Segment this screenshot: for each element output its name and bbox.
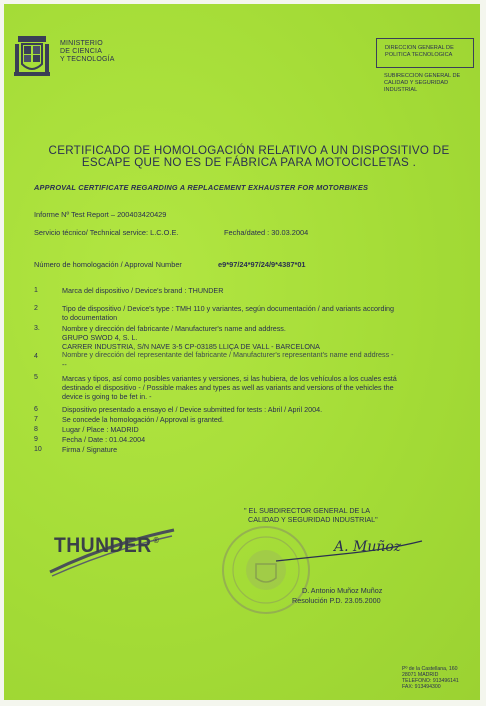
- brand-logo-text: THUNDER: [54, 534, 152, 557]
- item-number: 3.: [34, 325, 40, 332]
- ministry-address: [402, 666, 459, 690]
- item-number: 2: [34, 305, 38, 312]
- certificate-title-line-2: ESCAPE QUE NO ES DE FÁBRICA PARA MOTOCICLETAS .: [81, 156, 417, 169]
- coat-of-arms-icon: [12, 34, 52, 80]
- direction-line-2: POLITICA TECNOLOGICA: [385, 52, 453, 58]
- item-type-continued: to documentation: [62, 313, 118, 322]
- service-date: Fecha/dated : 30.03.2004: [224, 228, 309, 237]
- item-number: 6: [34, 406, 38, 413]
- signatory-title-line-2: CALIDAD Y SEGURIDAD INDUSTRIAL": [248, 515, 378, 524]
- item-vehicles-continued-1: destinado el dispositivo - / Possible makes and types as well as variants and versions of the vehicles the: [62, 383, 394, 392]
- subdirection-label: [384, 73, 460, 94]
- approval-number-label: Número de homologación / Approval Number: [34, 260, 182, 269]
- item-number: 5: [34, 374, 38, 381]
- item-date: Fecha / Date : 01.04.2004: [62, 435, 146, 444]
- item-number: 1: [34, 287, 38, 294]
- subdirection-line-2: CALIDAD Y SEGURIDAD: [384, 80, 449, 86]
- item-representative-value: --: [62, 360, 67, 369]
- address-line-2: 28071 MADRID: [402, 672, 439, 678]
- signatory-title-line-1: " EL SUBDIRECTOR GENERAL DE LA: [244, 506, 371, 515]
- signatory-name: D. Antonio Muñoz Muñoz: [302, 586, 383, 595]
- ministry-line-2: DE CIENCIA: [60, 48, 103, 55]
- item-place: Lugar / Place : MADRID: [62, 425, 139, 434]
- item-representative: Nombre y dirección del representante del fabricante / Manufacturer's representant's name end address -: [62, 350, 394, 359]
- item-manufacturer-name: GRUPO SWOD 4, S. L.: [62, 333, 138, 342]
- item-manufacturer-label: Nombre y dirección del fabricante / Manufacturer's name and address.: [62, 324, 286, 333]
- item-vehicles-continued-2: device is going to be fet in. -: [62, 392, 152, 401]
- address-line-1: Pº de la Castellana, 160: [402, 666, 458, 672]
- brand-logo: [54, 534, 159, 558]
- item-number: 4: [34, 353, 38, 360]
- handwritten-signature-text: A. Muñoz: [334, 539, 402, 555]
- item-number: 9: [34, 436, 38, 443]
- address-phone: TELEFONO: 913496141: [402, 678, 459, 684]
- item-manufacturer-address: CARRER INDUSTRIA, S/N NAVE 3-5 CP-03185 LLIÇA DE VALL - BARCELONA: [62, 342, 320, 351]
- technical-service: Servicio técnico/ Technical service: L.C.O.E.: [34, 228, 179, 237]
- report-number: Informe Nº Test Report – 200403420429: [34, 210, 167, 219]
- direction-line-1: DIRECCION GENERAL DE: [385, 45, 454, 51]
- item-type: Tipo de dispositivo / Device's type : TMH 110 y variantes, según documentación / and variants according: [62, 304, 395, 313]
- signatory-resolution: Resolución P.D. 23.05.2000: [292, 596, 381, 605]
- certificate-title-line-1: CERTIFICADO DE HOMOLOGACIÓN RELATIVO A UN DISPOSITIVO DE: [48, 144, 450, 157]
- item-number: 8: [34, 426, 38, 433]
- item-approval-granted: Se concede la homologación / Approval is granted.: [62, 415, 224, 424]
- subdirection-line-1: SUBIRECCION GENERAL DE: [384, 73, 461, 79]
- ministry-line-3: Y TECNOLOGÍA: [60, 56, 115, 63]
- item-brand: Marca del dispositivo / Device's brand : THUNDER: [62, 286, 224, 295]
- handwritten-signature: [274, 527, 424, 571]
- certificate-page: [4, 4, 480, 700]
- address-fax: FAX: 913494300: [402, 684, 441, 690]
- item-number: 7: [34, 416, 38, 423]
- registered-mark: ®: [153, 536, 160, 545]
- item-number: 10: [34, 446, 42, 453]
- approval-number: e9*97/24*97/24/9*4387*01: [218, 260, 306, 269]
- item-signature: Firma / Signature: [62, 445, 118, 454]
- item-vehicles: Marcas y tipos, así como posibles variantes y versiones, si las hubiera, de los vehículos a los cuales está: [62, 374, 397, 383]
- subdirection-line-3: INDUSTRIAL: [384, 87, 418, 93]
- ministry-name: [60, 40, 115, 64]
- ministry-line-1: MINISTERIO: [60, 40, 103, 47]
- item-test-date: Dispositivo presentado a ensayo el / Device submitted for tests : Abril / April 2004.: [62, 405, 323, 414]
- direction-box: [376, 38, 474, 68]
- certificate-subtitle: APPROVAL CERTIFICATE REGARDING A REPLACEMENT EXHAUSTER FOR MOTORBIKES: [34, 183, 369, 192]
